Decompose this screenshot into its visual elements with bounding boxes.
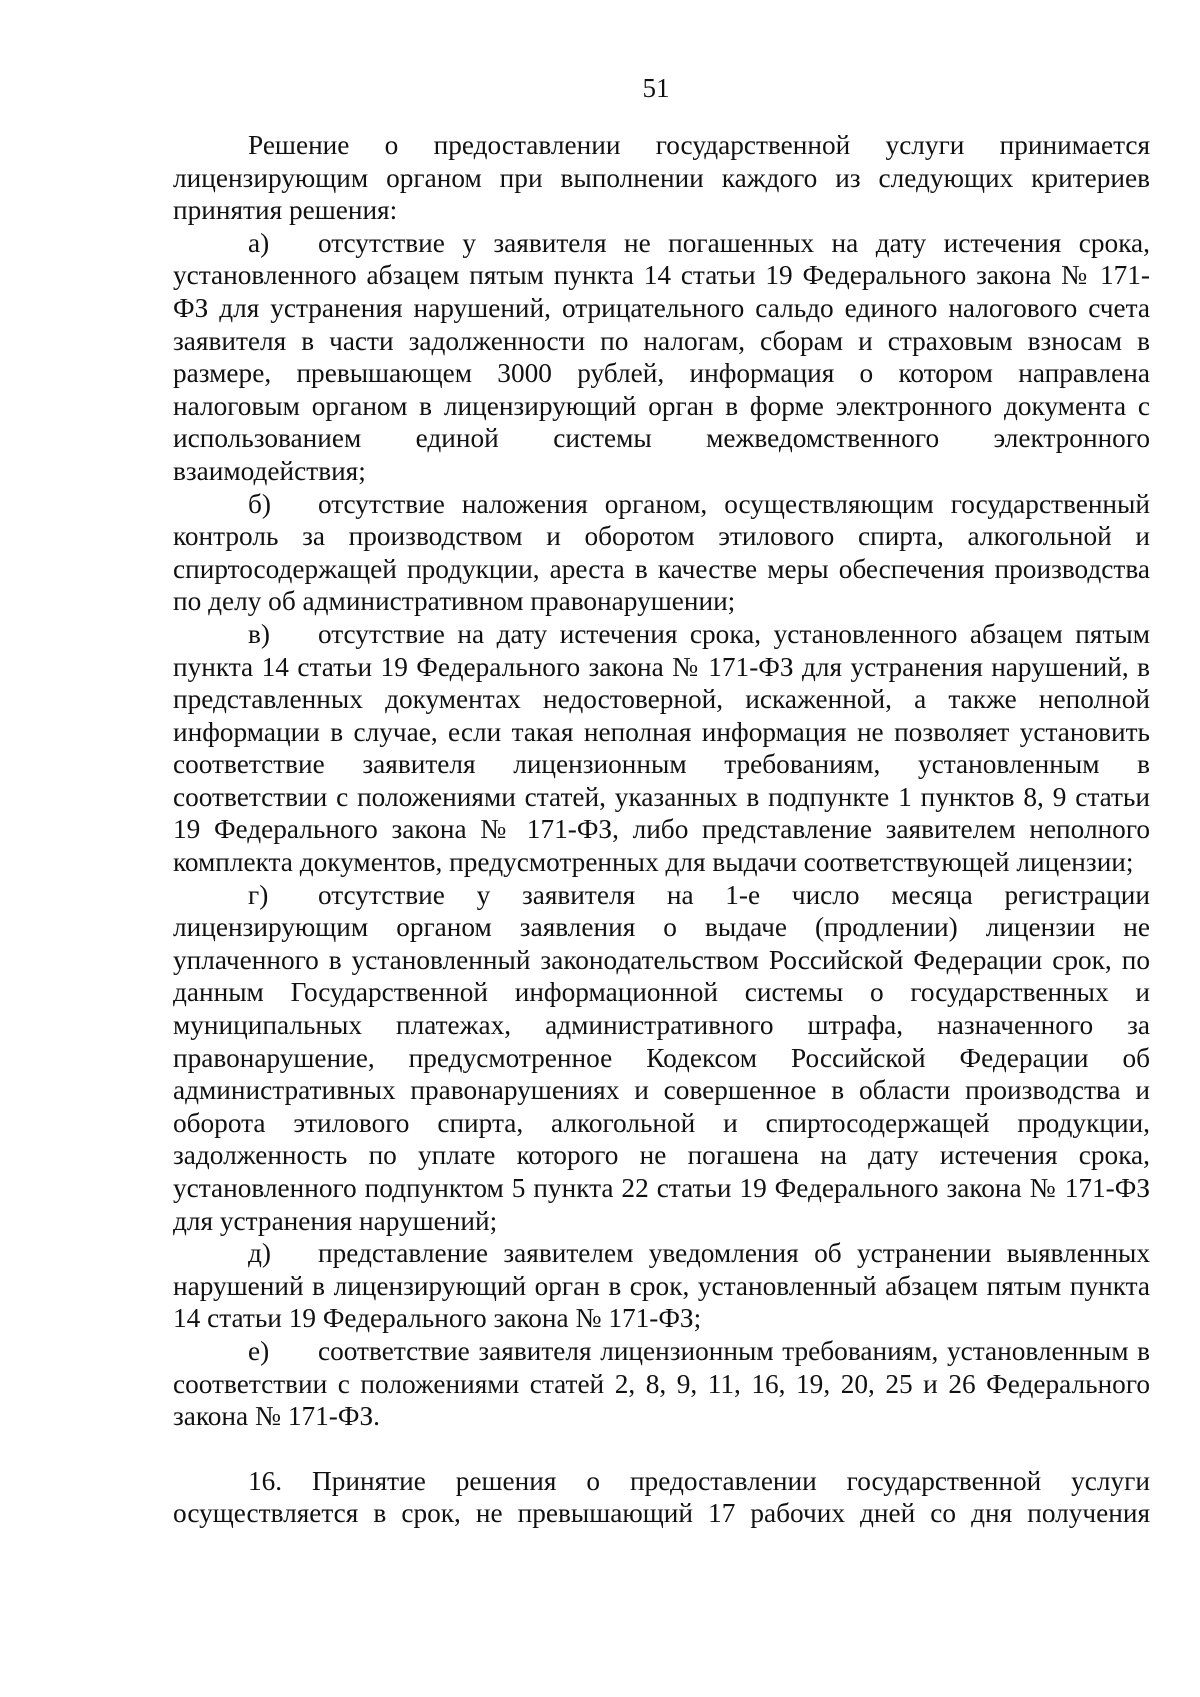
section-16-paragraph: 16. Принятие решения о предоставлении государственной услуги осуществляется в срок, не превышающий 17 рабочих дней со дня получения [173,1465,1150,1529]
criterion-v [173,618,1150,879]
criterion-e [173,1335,1150,1433]
criterion-text: отсутствие наложения органом, осуществляющим государственный контроль за производством и оборотом этилового спирта, алкогольной и спиртосодержащей продукции, ареста в качестве меры обеспечения производства по делу об административном правонарушении; [173,488,1150,617]
criterion-text: соответствие заявителя лицензионным требованиям, установленным в соответствии с положениями статей 2, 8, 9, 11, 16, 19, 20, 25 и 26 Федерального закона № 171-ФЗ. [173,1335,1150,1432]
paragraph-gap [173,1433,1150,1465]
criterion-marker: б) [248,488,271,519]
document-body [173,129,1150,1530]
criterion-marker: д) [248,1238,271,1269]
criterion-marker: г) [248,879,269,910]
criterion-b [173,488,1150,618]
criterion-g [173,879,1150,1238]
criterion-text: отсутствие у заявителя не погашенных на дату истечения срока, установленного абзацем пятым пункта 14 статьи 19 Федерального закона № 171-ФЗ для устранения нарушений, отрицательного сальдо единого налогового счета заявителя в части задолженности по налогам, сборам и страховым взносам в размере, превышающем 3000 рублей, информация о котором направлена налоговым органом в лицензирующий орган в форме электронного документа с использованием единой системы межведомственного электронного взаимодействия; [173,227,1150,486]
criterion-marker: е) [248,1335,270,1366]
intro-paragraph: Решение о предоставлении государственной услуги принимается лицензирующим органом при выполнении каждого из следующих критериев принятия решения: [173,130,1150,226]
criterion-text: представление заявителем уведомления об устранении выявленных нарушений в лицензирующий орган в срок, установленный абзацем пятым пункта 14 статьи 19 Федерального закона № 171-ФЗ; [173,1238,1150,1334]
criterion-marker: в) [248,618,270,649]
criterion-text: отсутствие у заявителя на 1-е число месяца регистрации лицензирующим органом заявления о выдаче (продлении) лицензии не уплаченного в установленный законодательством Российской Федерации срок, по данным Государственной информационной системы о государственных и муниципальных платежах, административного штрафа, назначенного за правонарушение, предусмотренное Кодексом Российской Федерации об административных правонарушениях и совершенное в области производства и оборота этилового спирта, алкогольной и спиртосодержащей продукции, задолженность по уплате которого не погашена на дату истечения срока, установленного подпунктом 5 пункта 22 статьи 19 Федерального закона № 171-ФЗ для устранения нарушений; [173,879,1150,1236]
criterion-a [173,227,1150,488]
criterion-text: отсутствие на дату истечения срока, установленного абзацем пятым пункта 14 статьи 19 Федерального закона № 171-ФЗ для устранения нарушений, в представленных документах недостоверной, искаженной, а также неполной информации в случае, если такая неполная информация не позволяет установить соответствие заявителя лицензионным требованиям, установленным в соответствии с положениями статей, указанных в подпункте 1 пунктов 8, 9 статьи 19 Федерального закона № 171-ФЗ, либо представление заявителем неполного комплекта документов, предусмотренных для выдачи соответствующей лицензии; [173,618,1150,878]
criterion-d [173,1237,1150,1335]
criterion-marker: а) [248,227,270,258]
page-number: 51 [642,73,670,103]
